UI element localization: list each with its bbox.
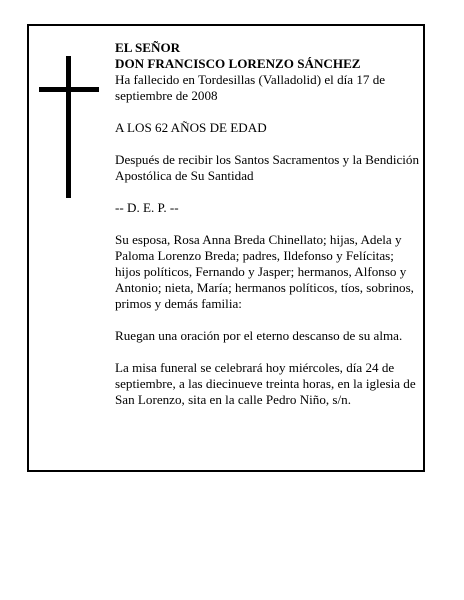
age-line: A LOS 62 AÑOS DE EDAD — [115, 120, 267, 135]
sacraments-line: Después de recibir los Santos Sacramentos y la Bendición Apostólica de Su Santidad — [115, 152, 419, 183]
funeral-details: La misa funeral se celebrará hoy miércoles, día 24 de septiembre, a las diecinueve treinta horas, en la iglesia de San Lorenzo, sita en la calle Pedro Niño, s/n. — [115, 360, 416, 407]
cross-icon — [39, 56, 99, 198]
obituary-text — [115, 40, 421, 408]
death-notice: Ha fallecido en Tordesillas (Valladolid) el día 17 de septiembre de 2008 — [115, 72, 386, 103]
prayer-request: Ruegan una oración por el eterno descanso de su alma. — [115, 328, 403, 343]
family-list: Su esposa, Rosa Anna Breda Chinellato; hijas, Adela y Paloma Lorenzo Breda; padres, Ildefonso y Felícitas; hijos políticos, Fernando y Jasper; hermanos, Alfonso y Antonio; nieta, María; hermanos políticos, tíos, sobrinos, primos y demás familia: — [115, 232, 414, 311]
rip-line: -- D. E. P. -- — [115, 200, 179, 215]
deceased-name: DON FRANCISCO LORENZO SÁNCHEZ — [115, 56, 361, 71]
deceased-title: EL SEÑOR — [115, 40, 181, 55]
obituary-notice — [27, 24, 425, 472]
cross-horizontal-bar — [39, 87, 99, 92]
cross-vertical-bar — [66, 56, 71, 198]
